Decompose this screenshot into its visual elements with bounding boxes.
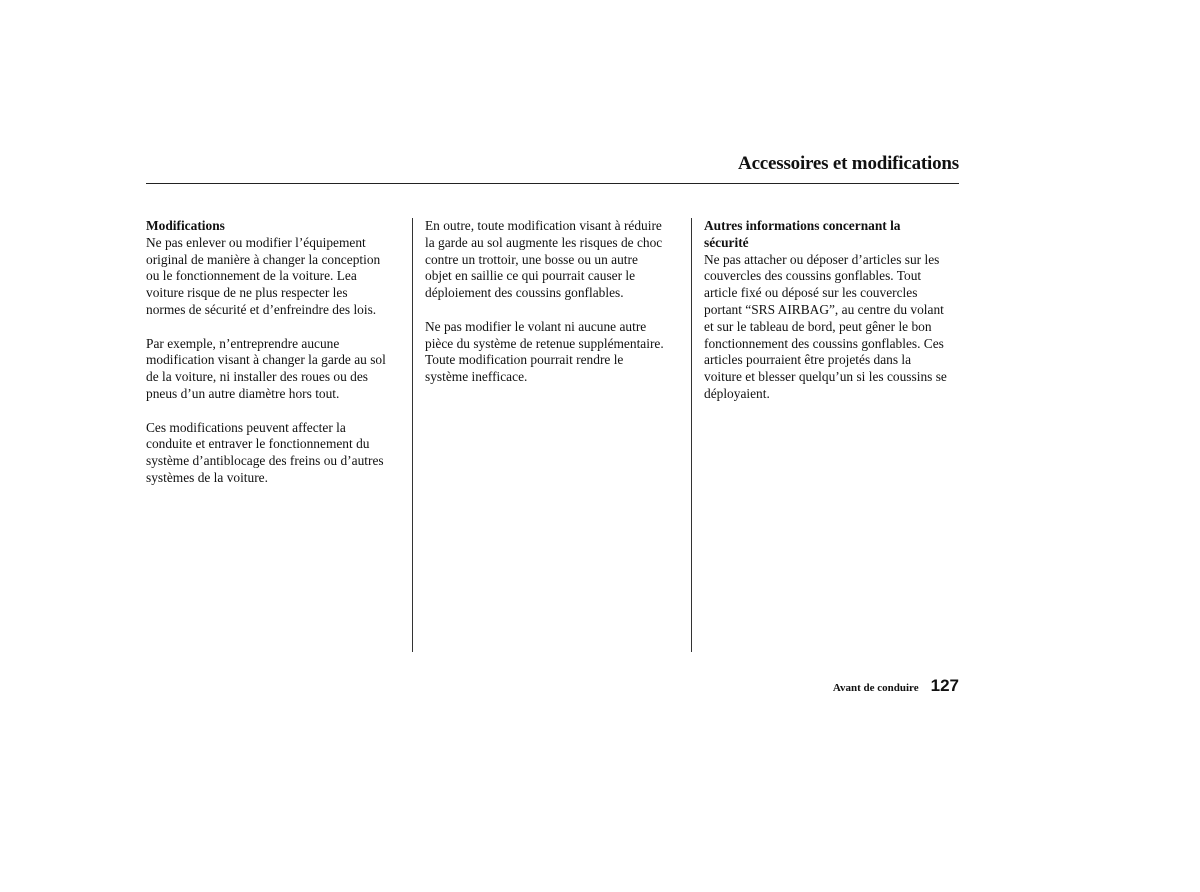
- heading-line: Autres informations concernant la: [704, 218, 901, 233]
- column-divider-1: [412, 218, 413, 652]
- text-line: original de manière à changer la conception: [146, 251, 381, 267]
- heading-line: Modifications: [146, 218, 225, 233]
- text-line: contre un trottoir, une bosse ou un autre: [425, 251, 638, 267]
- body-paragraph: [146, 336, 406, 403]
- column-3: [704, 218, 966, 420]
- header-rule: [146, 183, 959, 184]
- text-line: déployaient.: [704, 385, 770, 401]
- page-number: 127: [930, 676, 959, 695]
- text-line: système d’antiblocage des freins ou d’autres: [146, 453, 384, 469]
- section-heading: [146, 218, 406, 235]
- column-divider-2: [691, 218, 692, 652]
- text-line: En outre, toute modification visant à réduire: [425, 218, 662, 233]
- text-line: Toute modification pourrait rendre le: [425, 352, 624, 368]
- text-line: voiture et blesser quelqu’un si les coussins se: [704, 369, 947, 385]
- body-paragraph: [425, 218, 687, 302]
- column-1: [146, 218, 406, 504]
- text-line: de la voiture, ni installer des roues ou des: [146, 369, 369, 385]
- text-line: la garde au sol augmente les risques de choc: [425, 234, 663, 250]
- body-paragraph: [146, 235, 406, 319]
- text-line: couvercles des coussins gonflables. Tout: [704, 268, 922, 284]
- text-line: fonctionnement des coussins gonflables. Ces: [704, 335, 944, 351]
- column-2: [425, 218, 687, 403]
- text-line: voiture risque de ne plus respecter les: [146, 285, 348, 301]
- text-line: Par exemple, n’entreprendre aucune: [146, 335, 340, 351]
- body-paragraph: [146, 420, 406, 487]
- page-title: Accessoires et modifications: [738, 153, 959, 174]
- text-line: conduite et entraver le fonctionnement du: [146, 436, 370, 452]
- text-line: Ne pas attacher ou déposer d’articles sur les: [704, 251, 940, 267]
- text-line: pièce du système de retenue supplémentaire.: [425, 335, 664, 351]
- text-line: objet en saillie ce qui pourrait causer le: [425, 268, 636, 284]
- text-line: modification visant à changer la garde au sol: [146, 352, 386, 368]
- text-line: système inefficace.: [425, 369, 528, 385]
- heading-line: sécurité: [704, 234, 749, 250]
- text-line: déploiement des coussins gonflables.: [425, 285, 624, 301]
- footer-section-label: Avant de conduire: [832, 682, 919, 694]
- text-line: normes de sécurité et d’enfreindre des lois.: [146, 301, 377, 317]
- text-line: Ces modifications peuvent affecter la: [146, 419, 346, 435]
- body-paragraph: [425, 319, 687, 386]
- text-line: et sur le tableau de bord, peut gêner le bon: [704, 318, 932, 334]
- page-footer: [833, 676, 959, 696]
- text-line: portant “SRS AIRBAG”, au centre du volant: [704, 301, 944, 317]
- text-line: article fixé ou déposé sur les couvercles: [704, 285, 918, 301]
- text-line: ou le fonctionnement de la voiture. Lea: [146, 268, 357, 284]
- text-line: systèmes de la voiture.: [146, 469, 268, 485]
- body-paragraph: [704, 252, 966, 403]
- text-line: pneus d’un autre diamètre hors tout.: [146, 385, 340, 401]
- text-line: Ne pas enlever ou modifier l’équipement: [146, 234, 366, 250]
- text-line: articles pourraient être projetés dans la: [704, 352, 912, 368]
- text-line: Ne pas modifier le volant ni aucune autre: [425, 318, 647, 334]
- section-heading: [704, 218, 966, 252]
